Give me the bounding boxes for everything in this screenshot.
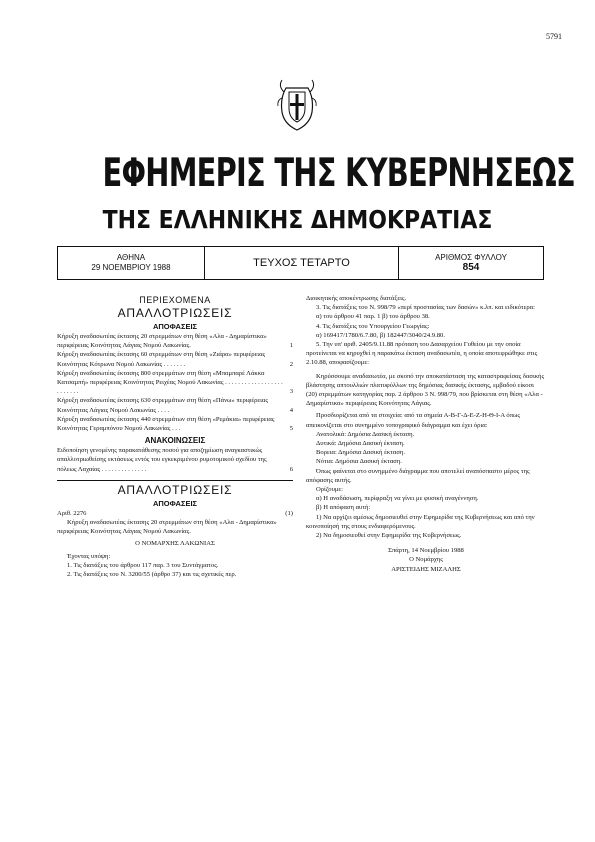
toc-item[interactable]: Κήρυξη αναδασωτέας έκτασης 630 στρεμμάτων στη θέση «Πάνω» περιφέρειας Κοινότητας Λάγιας Νομού Λακωνίας . . . . 4 (57, 397, 293, 414)
toc-item[interactable]: Κήρυξη αναδασωτέας έκτασης 440 στρεμμάτων στη θέση «Ρεμάκια» περιφέρειας Κοινότητας Γεραμπόνου Νομού Λακωνίας . . . 5 (57, 415, 293, 433)
issue-header-box (57, 246, 544, 280)
body-line: Διοικητικής αποκέντρωσης διατάξεις. (306, 295, 407, 302)
right-column (306, 294, 546, 574)
section-divider (57, 480, 293, 481)
boundary-east: Ανατολικά: Δημόσια Δασική έκταση. (316, 430, 415, 438)
body-line: α) του άρθρου 41 παρ. 1 β) του άρθρου 38. (316, 313, 430, 321)
body-line: 5. Την υπ' αριθ. 2405/9.11.88 πρόταση του Δασαρχείου Γυθείου με την οποία προτείνεται να κηρυχθεί η παρακάτω έκταση αναδασωτέα, η οποία αποτεφρώθηκε στις 2.10.88, αποφασίζουμε: (306, 341, 538, 367)
decision-number: Αριθ. 2276 (57, 509, 87, 517)
body-line: 2) Να δημοσιευθεί στην Εφημερίδα της Κυβερνήσεως. (316, 532, 462, 540)
decisions-section-title: ΑΠΑΛΛΟΤΡΙΩΣΕΙΣ (117, 482, 233, 497)
decision-point: 1. Τις διατάξεις του άρθρου 117 παρ. 3 του Συντάγματος. (67, 561, 219, 569)
contents-section-expropriations: ΑΠΑΛΛΟΤΡΙΩΣΕΙΣ (117, 306, 233, 320)
issue-city: ΑΘΗΝΑ (116, 253, 146, 262)
body-line: 1) Να αρχίζει αμέσως δημοσιευθεί στην Εφημερίδα της Κυβερνήσεως και από την κοινοποίησή της στους ενδιαφερόμενους. (306, 513, 535, 530)
issue-date-cell (58, 247, 205, 279)
body-line: Ορίζουμε: (316, 486, 344, 494)
boundary-north: Βορεια: Δημόσια Δασική έκταση. (316, 449, 405, 457)
left-column (57, 294, 293, 579)
sheet-number-cell (399, 247, 543, 279)
boundary-south: Νότια: Δημόσια Δασική έκταση. (316, 458, 402, 466)
boundary-west: Δυτικά: Δημόσια Δασική έκταση. (316, 440, 405, 448)
signer-title: Ο Νομάρχης (409, 556, 443, 564)
toc-item[interactable]: Κήρυξη αναδασωτέας έκτασης 800 στρεμμάτων στη θέση «Μπαμπαρέ Λάκκα Κατσαμπή» περιφέρειας Κοινότητας Ρειχέας Νομού Λακωνίας . . . . . . . . . . . . . . . . . . . . . . . . . 3 (57, 369, 293, 396)
toc-item[interactable]: Κήρυξη αναδασωτέας έκτασης 20 στρεμμάτων στη θέση «Αλα - Δημαρίστικα» περιφέρειας Κοινότητας Λάγιας Νομού Λακωνίας. 1 (57, 333, 293, 350)
decision-point: 2. Τις διατάξεις του Ν. 3200/55 (άρθρο 37) και τις σχετικές περ. (67, 571, 237, 579)
body-line: β) Η απόφαση αυτή: (316, 504, 371, 512)
contents-section-decisions: ΑΠΟΦΑΣΕΙΣ (152, 322, 198, 331)
place-date: Σπάρτη, 14 Νοεμβρίου 1988 (388, 547, 464, 555)
body-line: 3. Τις διατάξεις του Ν. 998/79 «περί προστασίας των δασών» κ.λπ. και ειδικότερα: (316, 304, 535, 312)
body-line: Προσδιορίζεται από τα στοιχεία: από τα σημεία Α-Β-Γ-Δ-Ε-Ζ-Η-Θ-Ι-Α όπως απεικονίζεται στο συνημμένο τοπογραφικό διάγραμμα και έχει όρια: (306, 412, 521, 429)
issue-type-cell (205, 247, 399, 279)
page-number: 5791 (546, 32, 562, 41)
greek-coat-of-arms-icon (276, 78, 318, 134)
body-line: α) 169417/1780/6.7.80, β) 182447/3040/24.9.80. (316, 331, 445, 339)
contents-title: ΠΕΡΙΕΧΟΜΕΝΑ (139, 295, 211, 305)
decision-having: Έχοντας υπόψη: (67, 552, 111, 560)
sheet-number: 854 (462, 262, 480, 273)
body-line: α) Η αναδάσωση, περίφραξη να γίνει με φυσική αναγέννηση. (316, 495, 479, 503)
masthead-subtitle: ΤΗΣ ΕΛΛΗΝΙΚΗΣ ΔΗΜΟΚΡΑΤΙΑΣ (102, 205, 493, 234)
body-line: Κηρύσσουμε αναδασωτέα, με σκοπό την αποκατάσταση της καταστραφείσας δασικής βλάστησης απτουλλιών πλατυφύλλων της δημόσιας δασικής έκτασης, εμβαδού είκοσι (20) στρεμμάτων κατηγορίας παρ. 2 άρθρου 3 Ν. 998/79, που βρίσκεται στη θέση «Αλα - Δημαρίστικα» περιφέρειας Κοινότητας Λάγιας. (306, 372, 545, 408)
masthead-title: ΕΦΗΜΕΡΙΣ ΤΗΣ ΚΥΒΕΡΝΗΣΕΩΣ (102, 151, 575, 196)
decision-ref: (1) (285, 509, 293, 517)
issue-date: 29 ΝΟΕΜΒΡΙΟΥ 1988 (91, 263, 171, 272)
contents-section-announcements: ΑΝΑΚΟΙΝΩΣΕΙΣ (144, 436, 206, 446)
body-line: Όπως φαίνεται στο συνημμένο διάγραμμα που αποτελεί αναπόσπαστο μέρος της απόφασης αυτής. (306, 467, 530, 484)
decision-subject: Κήρυξη αναδασωτέας έκτασης 20 στρεμμάτων στη θέση «Αλα - Δημαρίστικα» περιφέρειας Κοινότητας Λάγιας Νομού Λακωνίας. (57, 519, 277, 536)
sheet-label: ΑΡΙΘΜΟΣ ΦΥΛΛΟΥ (435, 253, 507, 262)
decision-authority: Ο ΝΟΜΑΡΧΗΣ ΛΑΚΩΝΙΑΣ (135, 540, 215, 548)
body-line: 4. Τις διατάξεις του Υπουργείου Γεωργίας: (316, 322, 430, 330)
signer-name: ΑΡΙΣΤΕΙΔΗΣ ΜΙΖΑΛΗΣ (391, 565, 461, 573)
toc-item[interactable]: Ειδοποίηση γενομένης παρακατάθεσης ποσού για αποζημίωση αναγκαστικώς απαλλοτριωθείσης εκτάσεως εντός του εγκεκριμένου ρυμοτομικού σχεδίου της πόλεως Λαχαίας . . . . . . . . . . . . . . 6 (57, 447, 293, 473)
decisions-sub-title: ΑΠΟΦΑΣΕΙΣ (152, 498, 198, 508)
toc-item[interactable]: Κήρυξη αναδασωτέας έκτασης 60 στρεμμάτων στη θέση «Ζιάρα» περιφέρειας Κοινότητας Κότρωνα Νομού Λακωνίας . . . . . . . 2 (57, 351, 293, 368)
decision-number-row (57, 509, 293, 518)
issue-type: ΤΕΥΧΟΣ ΤΕΤΑΡΤΟ (253, 257, 350, 269)
